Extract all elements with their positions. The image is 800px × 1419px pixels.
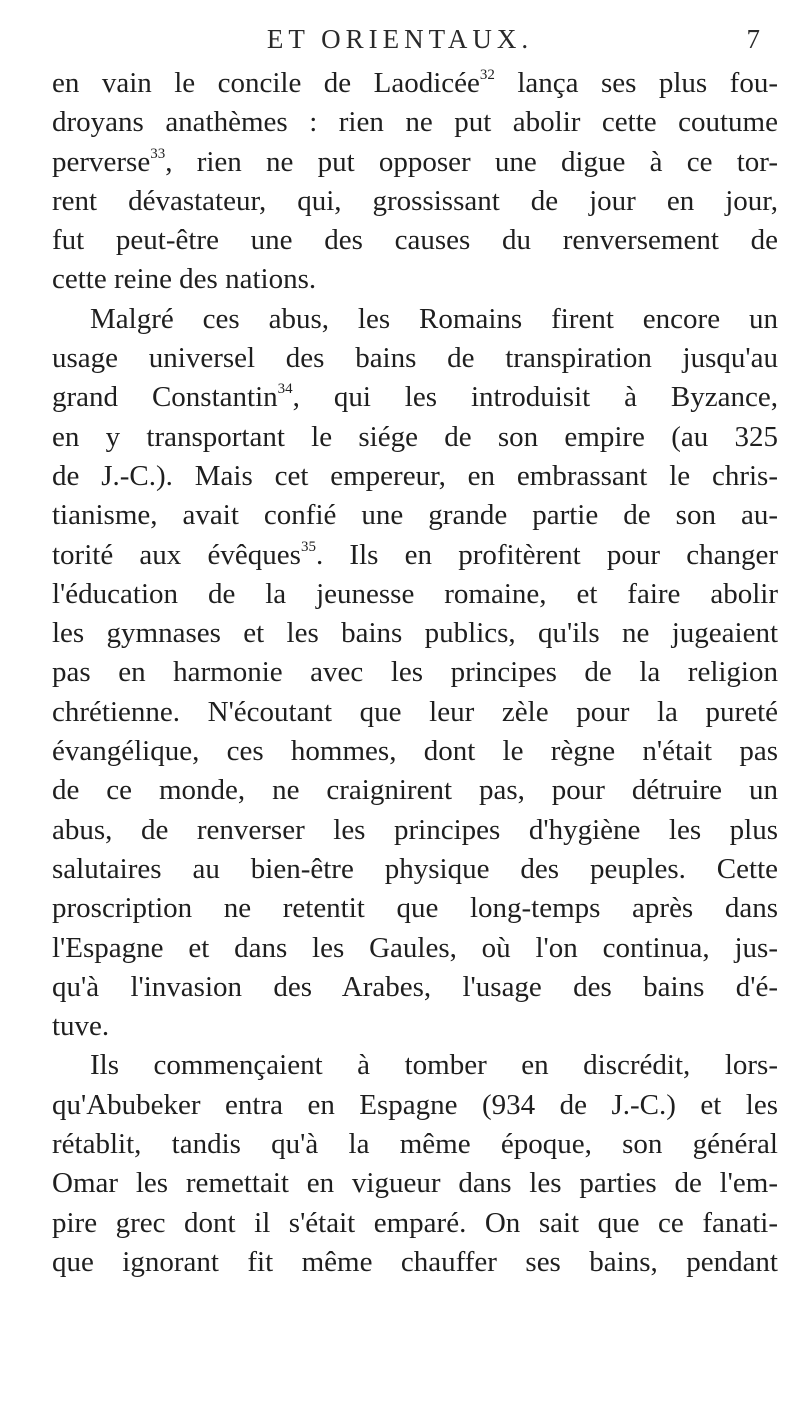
text-line: Ils commençaient à tomber en discrédit, lors- [90, 1049, 778, 1082]
text-line: l'Espagne et dans les Gaules, où l'on continua, jus- [52, 931, 778, 964]
text-line: cette reine des nations. [52, 263, 317, 296]
body-text [52, 64, 778, 1282]
footnote-ref: 34 [277, 381, 293, 398]
page-number: 7 [746, 24, 760, 54]
text-line: pas en harmonie avec les principes de la religion [52, 656, 778, 689]
text-segment: . Ils en profitèrent pour changer [315, 538, 778, 571]
text-line: Omar les remettait en vigueur dans les parties de l'em- [52, 1167, 778, 1200]
text-line: fut peut-être une des causes du renversement de [52, 224, 778, 257]
text-line: de J.-C.). Mais cet empereur, en embrassant le chris- [52, 459, 778, 492]
text-segment: torité aux évêques [52, 538, 301, 571]
text-line: en y transportant le siége de son empire (au 325 [52, 420, 778, 453]
text-segment: , rien ne put opposer une digue à ce tor- [165, 145, 778, 178]
text-line: les gymnases et les bains publics, qu'ils ne jugeaient [52, 617, 778, 650]
running-head [0, 20, 800, 60]
text-line: que ignorant fit même chauffer ses bains, pendant [52, 1245, 778, 1278]
text-line: rent dévastateur, qui, grossissant de jour en jour, [52, 184, 778, 217]
text-line: pire grec dont il s'était emparé. On sait que ce fanati- [52, 1206, 778, 1239]
text-line: usage universel des bains de transpiration jusqu'au [52, 342, 778, 375]
text-line: rétablit, tandis qu'à la même époque, son général [52, 1128, 778, 1161]
text-line: proscription ne retentit que long-temps après dans [52, 892, 778, 925]
footnote-ref: 32 [479, 67, 495, 83]
footnote-ref: 35 [300, 538, 316, 555]
text-line [52, 143, 778, 182]
text-segment: perverse [52, 145, 151, 178]
text-line: Malgré ces abus, les Romains firent encore un [90, 302, 778, 335]
text-line [52, 64, 778, 103]
text-line: tianisme, avait confié une grande partie de son au- [52, 499, 778, 532]
text-line [52, 536, 778, 575]
text-segment: grand Constantin [52, 381, 278, 414]
text-line: tuve. [52, 1010, 110, 1043]
text-line [52, 378, 778, 417]
text-line: évangélique, ces hommes, dont le règne n'était pas [52, 735, 778, 768]
text-line: qu'Abubeker entra en Espagne (934 de J.-C.) et les [52, 1088, 778, 1121]
text-segment: lança ses plus fou- [494, 67, 778, 99]
text-line: de ce monde, ne craignirent pas, pour détruire un [52, 774, 778, 807]
text-line: chrétienne. N'écoutant que leur zèle pour la pureté [52, 695, 778, 728]
text-line: salutaires au bien-être physique des peuples. Cette [52, 852, 778, 885]
footnote-ref: 33 [150, 145, 166, 162]
text-line: droyans anathèmes : rien ne put abolir cette coutume [52, 106, 778, 139]
text-line: qu'à l'invasion des Arabes, l'usage des bains d'é- [52, 970, 778, 1003]
text-line: l'éducation de la jeunesse romaine, et faire abolir [52, 577, 778, 610]
text-segment: , qui les introduisit à Byzance, [292, 381, 778, 414]
running-title: ET ORIENTAUX. [266, 24, 534, 54]
text-segment: en vain le concile de Laodicée [52, 67, 480, 99]
text-line: abus, de renverser les principes d'hygiène les plus [52, 813, 778, 846]
